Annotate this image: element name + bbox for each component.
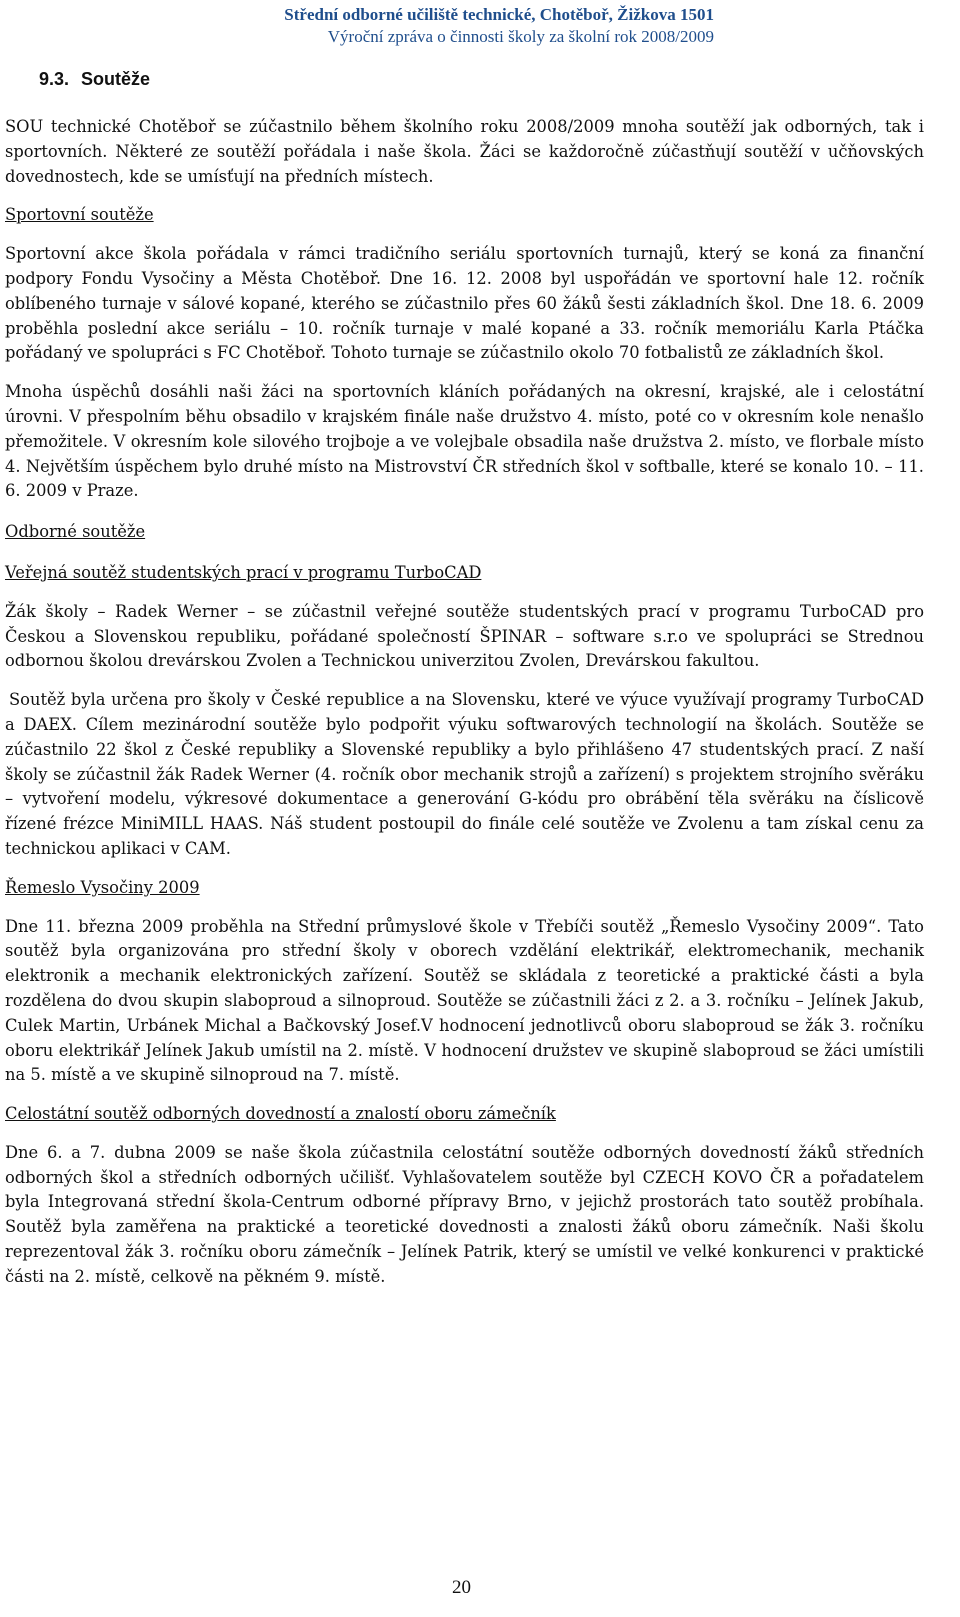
turbocad-paragraph-1: Žák školy – Radek Werner – se zúčastnil veřejné soutěže studentských prací v programu TurboCAD pro Českou a Slovenskou republiku, pořádané společností ŠPINAR – software s.r.o ve spolupráci se Strednou odbornou školou drevárskou Zvolen a Technickou univerzitou Zvolen, Drevárskou fakultou. <box>5 601 924 671</box>
remeslo-paragraph: Dne 11. března 2009 proběhla na Střední průmyslové škole v Třebíči soutěž „Řemeslo Vysočiny 2009“. Tato soutěž byla organizována pro střední školy v oborech vzdělání elektrikář, elektromechanik, mechanik elektronik a mechanik elektronických zařízení. Soutěž se skládala z teoretické a praktické části a byla rozdělena do dvou skupin slaboproud a silnoproud. Soutěže se zúčastnili žáci z 2. a 3. ročníku – Jelínek Jakub, Culek Martin, Urbánek Michal a Bačkovský Josef.V hodnocení jednotlivců oboru slaboproud se žák 3. ročníku oboru elektrikář Jelínek Jakub umístil na 2. místě. V hodnocení družstev ve skupině slaboproud se žáci umístili na 5. místě a ve skupině silnoproud na 7. místě. <box>5 916 924 1085</box>
turbocad-paragraph-2: Soutěž byla určena pro školy v České republice a na Slovensku, které ve výuce využívají programy TurboCAD a DAEX. Cílem mezinárodní soutěže bylo podpořit výuku softwarových technologií na školách. Soutěže se zúčastnilo 22 škol z České republiky a Slovenské republiky a bylo přihlášeno 47 studentských prací. Z naší školy se zúčastnil žák Radek Werner (4. ročník obor mechanik strojů a zařízení) s projektem strojního svěráku – vytvoření modelu, výkresové dokumentace a generování G-kódu pro obrábění těla svěráku na číslicově řízené frézce MiniMILL HAAS. Náš student postoupil do finále celé soutěže ve Zvolenu a tam získal cenu za technickou aplikaci v CAM. <box>5 690 924 858</box>
sport-paragraph-2: Mnoha úspěchů dosáhli naši žáci na sportovních kláních pořádaných na okresní, krajské, ale i celostátní úrovni. V přespolním běhu obsadilo v krajském finále naše družstvo 4. místo, poté co v okresním kole nenašlo přemožitele. V okresním kole silového trojboje a ve volejbale obsadila naše družstva 2. místo, ve florbale místo 4. Největším úspěchem bylo druhé místo na Mistrovství ČR středních škol v softballe, které se konalo 10. – 11. 6. 2009 v Praze. <box>5 382 924 501</box>
section-number: 9.3. <box>39 69 70 89</box>
professional-heading: Odborné soutěže <box>5 522 146 542</box>
sport-paragraph-1: Sportovní akce škola pořádala v rámci tradičního seriálu sportovních turnajů, který se koná za finanční podpory Fondu Vysočiny a Města Chotěboř. Dne 16. 12. 2008 byl uspořádán ve sportovní hale 12. ročník oblíbeného turnaje v sálové kopané, kterého se zúčastnilo přes 60 žáků šesti základních škol. Dne 18. 6. 2009 proběhla poslední akce seriálu – 10. ročník turnaje v malé kopané a 33. ročník memoriálu Karla Ptáčka pořádaný ve spolupráci s FC Chotěboř. Tohoto turnaje se zúčastnilo okolo 70 fotbalistů ze základních škol. <box>5 244 924 363</box>
section-heading <box>39 66 924 92</box>
zamecnik-paragraph: Dne 6. a 7. dubna 2009 se naše škola zúčastnila celostátní soutěže odborných dovedností žáků středních odborných škol a středních odborných učilišť. Vyhlašovatelem soutěže byl CZECH KOVO ČR a pořadatelem byla Integrovaná střední škola-Centrum odborné přípravy Brno, v jejichž prostorách tato soutěž probíhala. Soutěž byla zaměřena na praktické a teoretické dovednosti a znalosti žáků oboru zámečník. Naši školu reprezentoval žák 3. ročníku oboru zámečník – Jelínek Patrik, který se umístil ve velké konkurenci v praktické části na 2. místě, celkově na pěkném 9. místě. <box>5 1142 924 1286</box>
remeslo-heading: Řemeslo Vysočiny 2009 <box>5 877 200 897</box>
header-report-title: Výroční zpráva o činnosti školy za školní rok 2008/2009 <box>327 27 714 46</box>
page-number: 20 <box>452 1577 471 1598</box>
zamecnik-heading: Celostátní soutěž odborných dovedností a znalostí oboru zámečník <box>5 1104 556 1124</box>
turbocad-heading: Veřejná soutěž studentských prací v programu TurboCAD <box>5 562 482 582</box>
document-body <box>5 66 924 1290</box>
intro-paragraph: SOU technické Chotěboř se zúčastnilo během školního roku 2008/2009 mnoha soutěží jak odborných, tak i sportovních. Některé ze soutěží pořádala i naše škola. Žáci se každoročně zúčastňují soutěží v učňovských dovednostech, kde se umísťují na předních místech. <box>5 117 924 186</box>
header-school-name: Střední odborné učiliště technické, Chotěboř, Žižkova 1501 <box>284 5 714 24</box>
page-header <box>284 4 714 48</box>
sport-heading: Sportovní soutěže <box>5 205 154 225</box>
section-title: Soutěže <box>81 69 151 89</box>
